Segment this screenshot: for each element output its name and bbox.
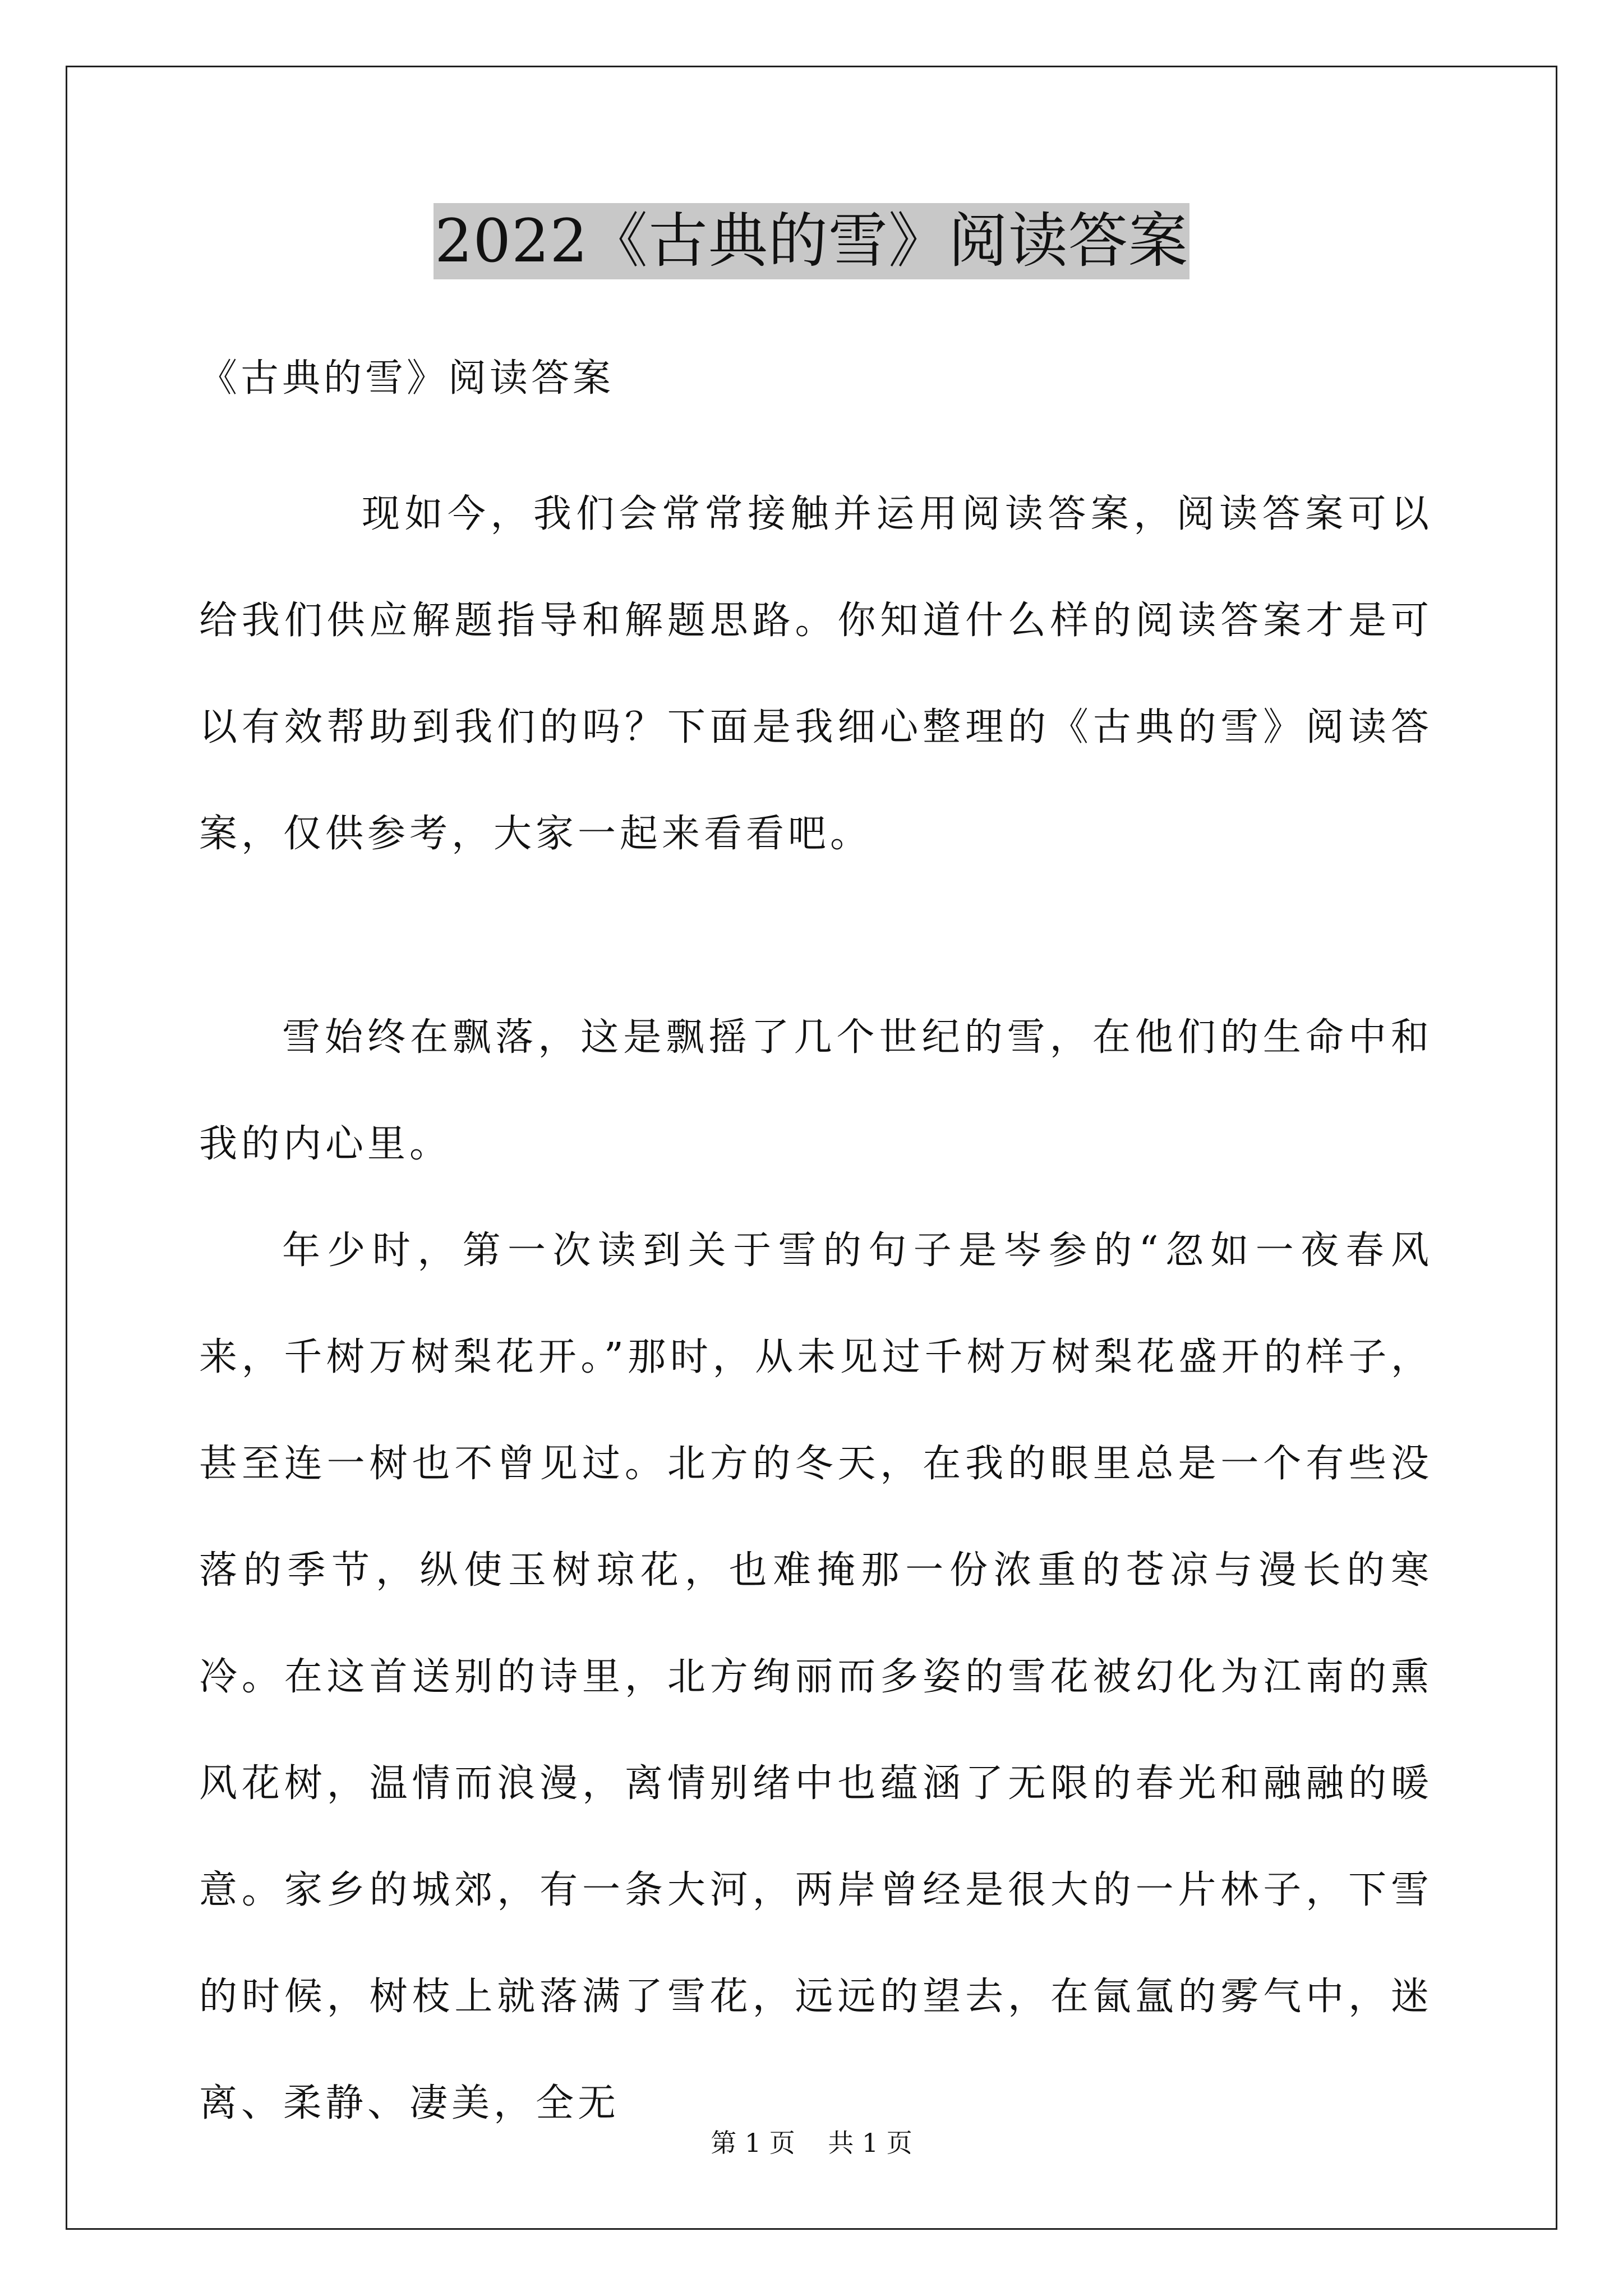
page-footer: 第 1 页 共 1 页 [711,2128,912,2158]
paragraph-youth: 年少时，第一次读到关于雪的句子是岑参的“忽如一夜春风来，千树万树梨花开。”那时，从未见过千树万树梨花盛开的样子，甚至连一树也不曾见过。北方的冬天，在我的眼里总是一个有些没落的季节，纵使玉树琼花，也难掩那一份浓重的苍凉与漫长的寒冷。在这首送别的诗里，北方绚丽而多姿的雪花被幻化为江南的熏风花树，温情而浪漫，离情别绪中也蕴涵了无限的春光和融融的暖意。家乡的城郊，有一条大河，两岸曾经是很大的一片林子，下雪的时候，树枝上就落满了雪花，远远的望去，在氤氲的雾气中，迷离、柔静、凄美，全无 [199,1228,1433,2125]
title-container [0,203,1623,279]
paragraph-snow: 雪始终在飘落，这是飘摇了几个世纪的雪，在他们的生命中和我的内心里。 [199,1015,1433,1166]
document-subtitle: 《古典的雪》阅读答案 [199,356,615,401]
paragraph-intro: 现如今，我们会常常接触并运用阅读答案，阅读答案可以给我们供应解题指导和解题思路。你知道什么样的阅读答案才是可以有效帮助到我们的吗？下面是我细心整理的《古典的雪》阅读答案，仅供参考，大家一起来看看吧。 [199,492,1433,856]
document-title: 2022《古典的雪》阅读答案 [434,203,1189,279]
